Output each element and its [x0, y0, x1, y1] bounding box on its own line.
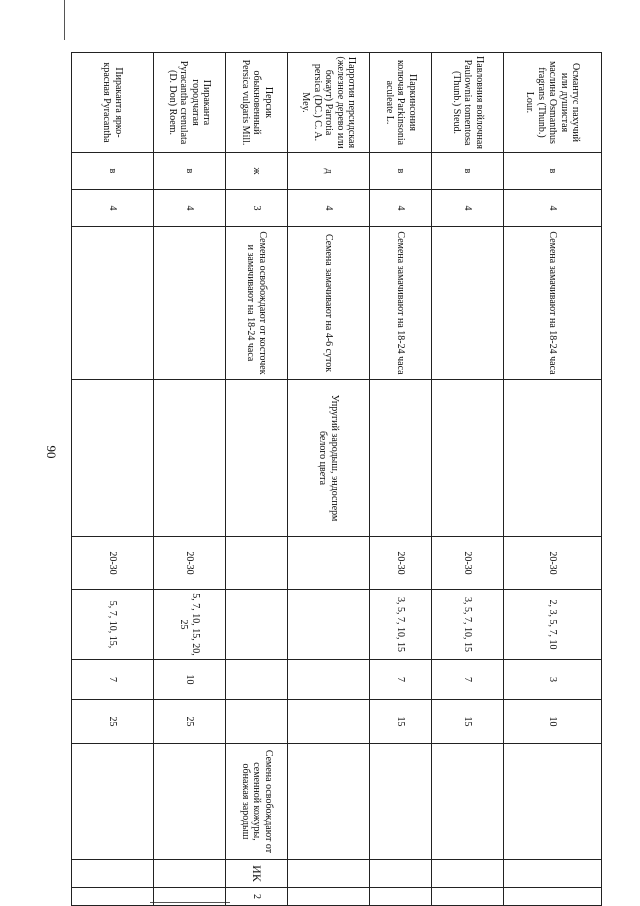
- scheme-code: 4: [72, 190, 154, 227]
- last-column-value: [154, 888, 226, 906]
- count-days: 3, 5, 7, 10, 15: [370, 590, 432, 660]
- scan-mark-top: [64, 0, 65, 40]
- scheme-code: 4: [288, 190, 370, 227]
- table-row-293: [72, 53, 154, 906]
- table-row-292: [154, 53, 226, 906]
- germination-days: 15: [370, 700, 432, 744]
- temperature: 20-30: [370, 537, 432, 590]
- germination-days: 15: [432, 700, 504, 744]
- preparation-note: Семена замачивают на 4-6 суток: [288, 227, 370, 380]
- count-days: [226, 590, 288, 660]
- seed-germination-table: [71, 52, 602, 906]
- viability-method: [504, 860, 602, 888]
- seed-group: д: [288, 153, 370, 190]
- preparation-note: [72, 227, 154, 380]
- last-column-value: [504, 888, 602, 906]
- seed-group: ж: [226, 153, 288, 190]
- energy-days: [288, 660, 370, 700]
- last-column-value: [288, 888, 370, 906]
- preparation-note: Семена замачивают на 18-24 часа: [504, 227, 602, 380]
- germination-days: 10: [504, 700, 602, 744]
- viability-method: [370, 860, 432, 888]
- energy-days: 3: [504, 660, 602, 700]
- energy-days: 10: [154, 660, 226, 700]
- germination-days: 25: [72, 700, 154, 744]
- viability-method: ИК: [226, 860, 288, 888]
- energy-days: [226, 660, 288, 700]
- temperature: [226, 537, 288, 590]
- page-number: 90: [44, 445, 59, 459]
- table-row-287: [504, 53, 602, 906]
- seed-group: в: [72, 153, 154, 190]
- viability-note: [154, 744, 226, 860]
- temperature: 20-30: [72, 537, 154, 590]
- temperature: 20-30: [154, 537, 226, 590]
- preparation-note: [432, 227, 504, 380]
- count-days: 5, 7, 10, 15,: [72, 590, 154, 660]
- table-row-290: [288, 53, 370, 906]
- plant-name: Павловния войлочная Paulownia tomentosa (Thunb.) Steud.: [432, 53, 504, 153]
- count-days: 5, 7, 10, 15, 20, 25: [154, 590, 226, 660]
- preparation-note: Семена освобождают от косточек и замачивают на 18-24 часа: [226, 227, 288, 380]
- embryo-note: [226, 380, 288, 537]
- table-row-288: [432, 53, 504, 906]
- embryo-note: Упругий зародыш, эндосперм белого цвета: [288, 380, 370, 537]
- viability-note: [72, 744, 154, 860]
- scheme-code: 4: [504, 190, 602, 227]
- plant-name: Парротия персидская (железное дерево или бокаут) Parrotia persica (DC.) C. A. Mey.: [288, 53, 370, 153]
- plant-name: Паркинсония колючая Parkinsonia aculeate L.: [370, 53, 432, 153]
- scheme-code: 4: [432, 190, 504, 227]
- viability-note: [504, 744, 602, 860]
- germination-days: [288, 700, 370, 744]
- preparation-note: Семена замачивают на 18-24 часа: [370, 227, 432, 380]
- plant-name: Пираканта городчатая Pyracantha crenulata (D. Don) Roem.: [154, 53, 226, 153]
- embryo-note: [154, 380, 226, 537]
- viability-note: [288, 744, 370, 860]
- preparation-note: [154, 227, 226, 380]
- viability-method: [432, 860, 504, 888]
- embryo-note: [370, 380, 432, 537]
- viability-method: [154, 860, 226, 888]
- scheme-code: 3: [226, 190, 288, 227]
- count-days: [288, 590, 370, 660]
- scheme-code: 4: [154, 190, 226, 227]
- table-row-289: [370, 53, 432, 906]
- viability-method: [288, 860, 370, 888]
- last-column-value: [432, 888, 504, 906]
- temperature: 20-30: [432, 537, 504, 590]
- last-column-value: [72, 888, 154, 906]
- viability-note: [432, 744, 504, 860]
- energy-days: 7: [72, 660, 154, 700]
- scheme-code: 4: [370, 190, 432, 227]
- seed-group: в: [370, 153, 432, 190]
- germination-days: [226, 700, 288, 744]
- viability-method: [72, 860, 154, 888]
- temperature: 20-30: [504, 537, 602, 590]
- count-days: 2, 3, 5, 7, 10: [504, 590, 602, 660]
- viability-note: [370, 744, 432, 860]
- energy-days: 7: [370, 660, 432, 700]
- plant-name: Пираканта ярко-красная Pyracantha: [72, 53, 154, 153]
- energy-days: 7: [432, 660, 504, 700]
- plant-name: Османтус пахучий или душистая маслина Osmanthus fragrans (Thunb.) Lour.: [504, 53, 602, 153]
- embryo-note: [72, 380, 154, 537]
- embryo-note: [432, 380, 504, 537]
- viability-note: Семена освобождают от семенной кожуры, обнажая зародыш: [226, 744, 288, 860]
- last-column-value: [370, 888, 432, 906]
- seed-group: в: [154, 153, 226, 190]
- plant-name: Персик обыкновенный Persica vulgaris Mill.: [226, 53, 288, 153]
- count-days: 3, 5, 7, 10, 15: [432, 590, 504, 660]
- embryo-note: [504, 380, 602, 537]
- seed-group: в: [504, 153, 602, 190]
- last-column-value: 2: [226, 888, 288, 906]
- germination-days: 25: [154, 700, 226, 744]
- table-row-291: [226, 53, 288, 906]
- temperature: [288, 537, 370, 590]
- seed-group: в: [432, 153, 504, 190]
- seed-table-container: [72, 52, 602, 905]
